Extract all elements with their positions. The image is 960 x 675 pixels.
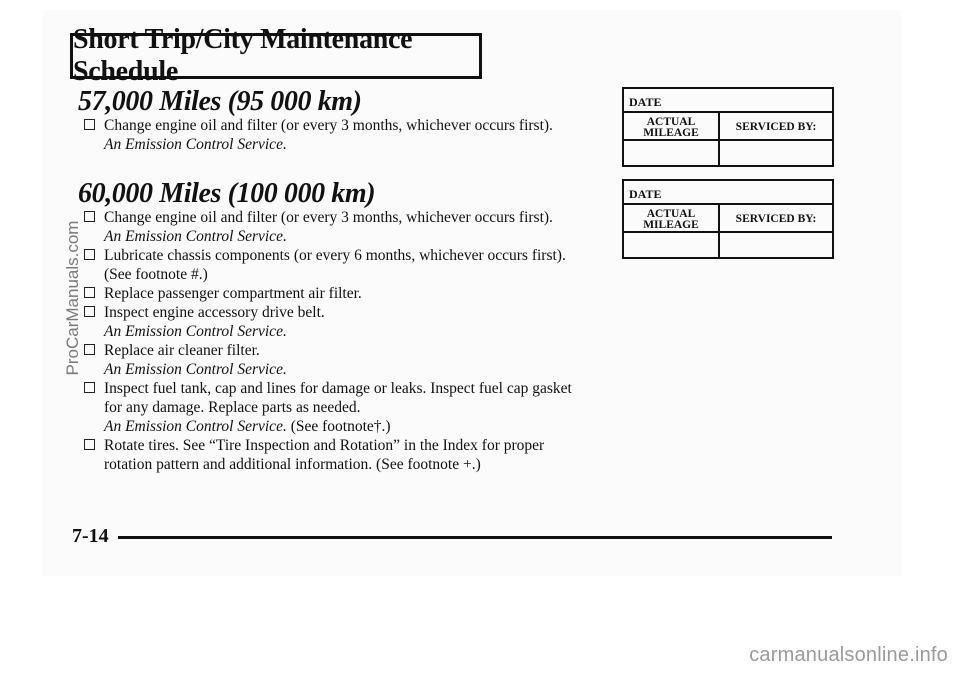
checkbox-icon[interactable] [84,344,95,355]
checkbox-icon[interactable] [84,382,95,393]
serviced-by-entry-field[interactable] [720,233,832,257]
serviced-by-label: SERVICED BY: [735,121,817,133]
actual-mileage-label: ACTUAL MILEAGE [624,205,720,231]
service-record-box [622,87,834,167]
service-record-box [622,179,834,259]
page-title: Short Trip/City Maintenance Schedule [70,33,482,79]
watermark: ProCarManuals.com [63,220,82,376]
serviced-by-label: SERVICED BY: [735,213,817,225]
checkbox-icon[interactable] [84,119,95,130]
date-label: DATE [624,181,832,205]
checkbox-icon[interactable] [84,211,95,222]
serviced-by-entry-field[interactable] [720,141,832,165]
section-title-57000: 57,000 Miles (95 000 km) [78,86,362,117]
mileage-entry-field[interactable] [624,233,720,257]
footer-rule [118,536,832,539]
emission-note: An Emission Control Service. [104,228,287,245]
checkbox-icon[interactable] [84,287,95,298]
checkbox-icon[interactable] [84,249,95,260]
emission-note: An Emission Control Service. [104,418,287,435]
emission-note: An Emission Control Service. [104,361,287,378]
section-title-60000: 60,000 Miles (100 000 km) [78,178,376,209]
checkbox-icon[interactable] [84,306,95,317]
checkbox-icon[interactable] [84,439,95,450]
emission-note: An Emission Control Service. [104,323,287,340]
site-footer-link[interactable]: carmanualsonline.info [749,644,948,666]
page-number: 7-14 [72,525,109,547]
item-text: Change engine oil and filter (or every 3 months, whichever occurs first). [104,117,553,134]
date-label: DATE [624,89,832,113]
actual-mileage-label: ACTUAL MILEAGE [624,113,720,139]
mileage-entry-field[interactable] [624,141,720,165]
emission-note: An Emission Control Service. [104,136,287,153]
